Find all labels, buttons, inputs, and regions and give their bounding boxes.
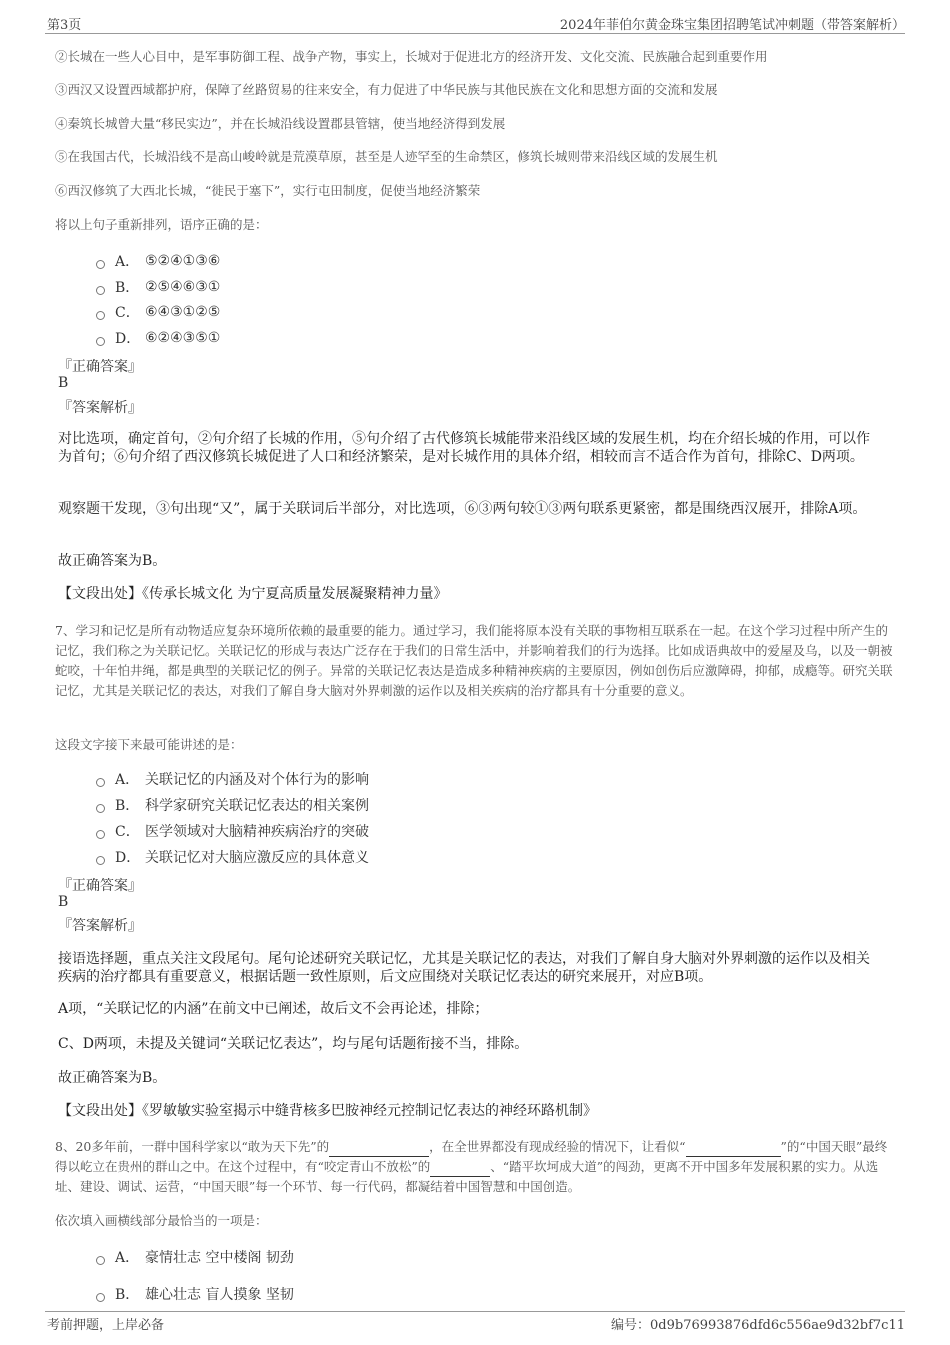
radio-icon[interactable] bbox=[96, 1293, 105, 1302]
question-stem: 8、20多年前，一群中国科学家以“敢为天下先”的 ，在全世界都没有现成经验的情况下，让看似“ ”的“中国天眼”最终得以屹立在贵州的群山之中。在这个过程中，有“咬定青山不放松”的 、“踏平坎坷成大道”的闯劲，更离不开中国多年发展积累的实力。从选址、建设、调试、运营，“中国天眼”每一个环节、每一行代码，都凝结着中国智慧和中国创造。 bbox=[55, 1139, 888, 1194]
option-a[interactable]: A． 豪情壮志 空中楼阁 韧劲 bbox=[96, 1247, 294, 1267]
question-prompt: 这段文字接下来最可能讲述的是： bbox=[55, 737, 243, 752]
correct-answer-label: 『正确答案』 bbox=[58, 878, 142, 894]
option-b[interactable]: B． 雄心壮志 盲人摸象 坚韧 bbox=[96, 1284, 294, 1304]
fill-blank-2[interactable] bbox=[686, 1142, 781, 1157]
option-b[interactable]: B． ②⑤④⑥③① bbox=[96, 277, 220, 297]
question-prompt: 依次填入画横线部分最恰当的一项是： bbox=[55, 1213, 268, 1228]
document-title: 2024年菲伯尔黄金珠宝集团招聘笔试冲刺题（带答案解析） bbox=[559, 18, 905, 33]
page-number: 第3页 bbox=[47, 18, 82, 33]
sentence-3: ③西汉又设置西域都护府，保障了丝路贸易的往来安全，有力促进了中华民族与其他民族在文化和思想方面的交流和发展 bbox=[55, 82, 718, 97]
source-citation: 【文段出处】《传承长城文化 为宁夏高质量发展凝聚精神力量》 bbox=[58, 586, 448, 602]
analysis-paragraph: 对比选项，确定首句，②句介绍了长城的作用，⑤句介绍了古代修筑长城能带来沿线区域的发展生机，均在介绍长城的作用，可以作为首句；⑥句介绍了西汉修筑长城促进了人口和经济繁荣，是对长城作用的具体介绍，相较而言不适合作为首句，排除C、D两项。 bbox=[58, 431, 870, 465]
radio-icon[interactable] bbox=[96, 260, 105, 269]
header-divider bbox=[45, 33, 905, 34]
analysis-conclusion: 故正确答案为B。 bbox=[58, 553, 167, 569]
footer-slogan: 考前押题，上岸必备 bbox=[47, 1318, 165, 1333]
correct-answer: B bbox=[58, 894, 69, 910]
option-b[interactable]: B． 科学家研究关联记忆表达的相关案例 bbox=[96, 795, 369, 815]
radio-icon[interactable] bbox=[96, 311, 105, 320]
analysis-label: 『答案解析』 bbox=[58, 400, 142, 416]
analysis-paragraph: 接语选择题，重点关注文段尾句。尾句论述研究关联记忆，尤其是关联记忆的表达，对我们了解自身大脑对外界刺激的运作以及相关疾病的治疗都具有重要意义，根据话题一致性原则，后文应围绕对关联记忆表达的研究来展开，对应B项。 bbox=[58, 951, 870, 985]
option-c[interactable]: C． 医学领域对大脑精神疾病治疗的突破 bbox=[96, 821, 369, 841]
option-a[interactable]: A． ⑤②④①③⑥ bbox=[96, 251, 220, 271]
analysis-paragraph: C、D两项，未提及关键词“关联记忆表达”，均与尾句话题衔接不当，排除。 bbox=[58, 1036, 529, 1052]
correct-answer: B bbox=[58, 375, 69, 391]
sentence-5: ⑤在我国古代，长城沿线不是高山峻岭就是荒漠草原，甚至是人迹罕至的生命禁区，修筑长城则带来沿线区域的发展生机 bbox=[55, 149, 718, 164]
radio-icon[interactable] bbox=[96, 337, 105, 346]
footer-divider bbox=[45, 1311, 905, 1312]
option-d[interactable]: D． ⑥②④③⑤① bbox=[96, 328, 220, 348]
radio-icon[interactable] bbox=[96, 856, 105, 865]
analysis-paragraph: 观察题干发现，③句出现“又”，属于关联词后半部分，对比选项，⑥③两句较①③两句联系更紧密，都是围绕西汉展开，排除A项。 bbox=[58, 501, 867, 517]
question-prompt: 将以上句子重新排列，语序正确的是： bbox=[55, 217, 268, 232]
correct-answer-label: 『正确答案』 bbox=[58, 359, 142, 375]
radio-icon[interactable] bbox=[96, 778, 105, 787]
option-a[interactable]: A． 关联记忆的内涵及对个体行为的影响 bbox=[96, 769, 369, 789]
sentence-4: ④秦筑长城曾大量“移民实边”，并在长城沿线设置郡县管辖，使当地经济得到发展 bbox=[55, 116, 506, 131]
fill-blank-3[interactable] bbox=[430, 1162, 490, 1177]
sentence-6: ⑥西汉修筑了大西北长城，“徙民于塞下”，实行屯田制度，促使当地经济繁荣 bbox=[55, 183, 481, 198]
fill-blank-1[interactable] bbox=[329, 1142, 429, 1157]
radio-icon[interactable] bbox=[96, 1256, 105, 1265]
radio-icon[interactable] bbox=[96, 804, 105, 813]
source-citation: 【文段出处】《罗敏敏实验室揭示中缝背核多巴胺神经元控制记忆表达的神经环路机制》 bbox=[58, 1103, 597, 1119]
analysis-paragraph: A项，“关联记忆的内涵”在前文中已阐述，故后文不会再论述，排除； bbox=[58, 1001, 489, 1017]
radio-icon[interactable] bbox=[96, 830, 105, 839]
question-stem: 7、学习和记忆是所有动物适应复杂环境所依赖的最重要的能力。通过学习，我们能将原本没有关联的事物相互联系在一起。在这个学习过程中所产生的记忆，我们称之为关联记忆。关联记忆的形成与表达广泛存在于我们的日常生活中，并影响着我们的行为选择。比如成语典故中的爱屋及乌，以及一朝被蛇咬，十年怕井绳，都是典型的关联记忆的例子。异常的关联记忆表达是造成多种精神疾病的主要原因，例如创伤后应激障碍，抑郁，成瘾等。研究关联记忆，尤其是关联记忆的表达，对我们了解自身大脑对外界刺激的运作以及相关疾病的治疗都具有十分重要的意义。 bbox=[55, 623, 893, 698]
sentence-2: ②长城在一些人心目中，是军事防御工程、战争产物，事实上，长城对于促进北方的经济开发、文化交流、民族融合起到重要作用 bbox=[55, 49, 768, 64]
document-id: 编号：0d9b76993876dfd6c556ae9d32bf7c11 bbox=[611, 1318, 905, 1333]
analysis-conclusion: 故正确答案为B。 bbox=[58, 1070, 167, 1086]
analysis-label: 『答案解析』 bbox=[58, 918, 142, 934]
radio-icon[interactable] bbox=[96, 286, 105, 295]
option-d[interactable]: D． 关联记忆对大脑应激反应的具体意义 bbox=[96, 847, 369, 867]
option-c[interactable]: C． ⑥④③①②⑤ bbox=[96, 302, 220, 322]
